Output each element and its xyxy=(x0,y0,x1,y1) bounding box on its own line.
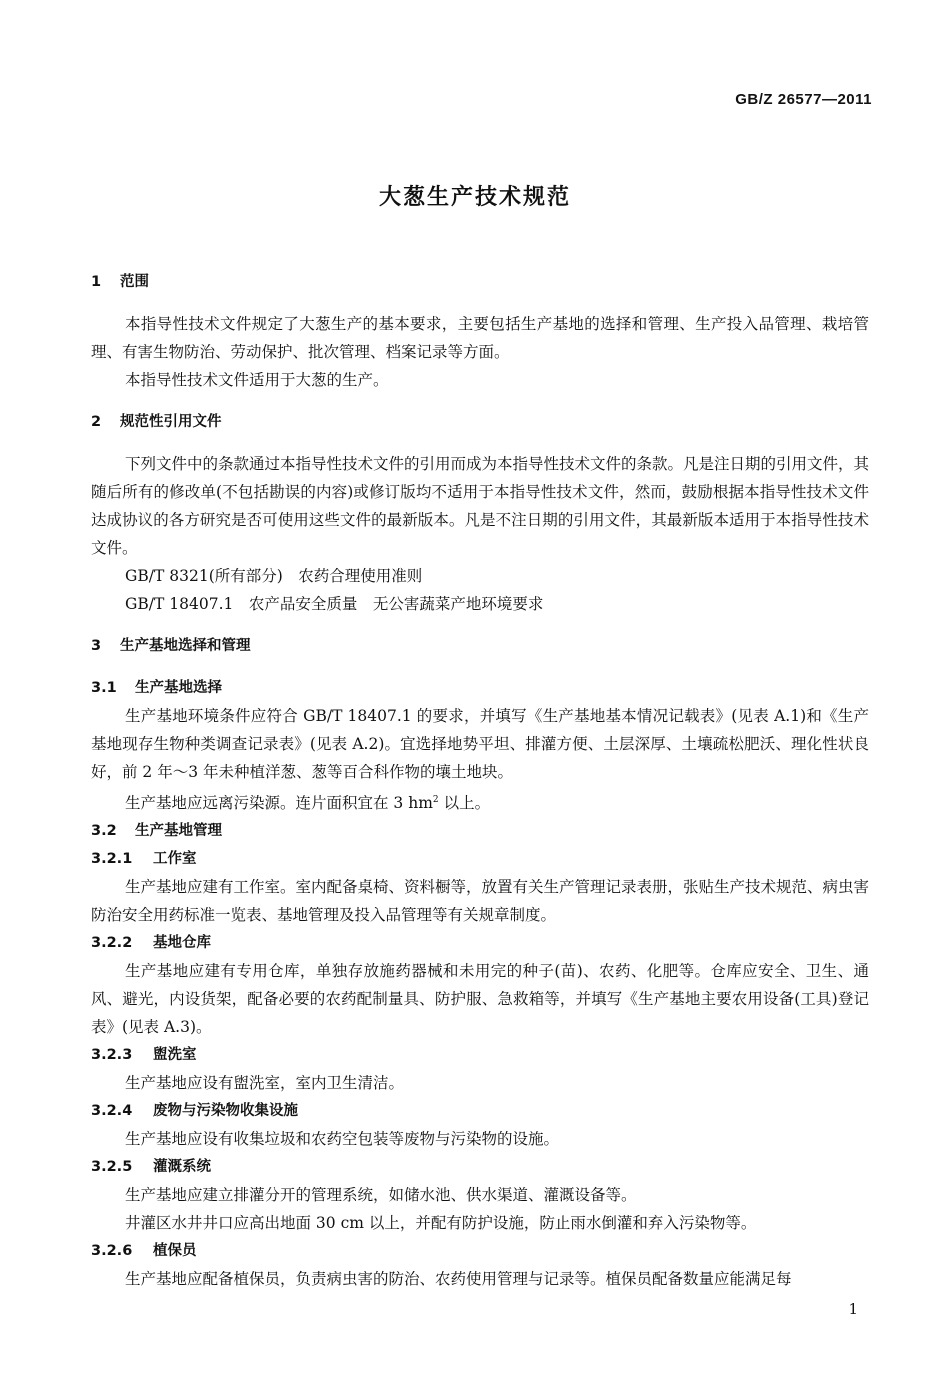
paragraph: 生产基地应建有工作室。室内配备桌椅、资料橱等，放置有关生产管理记录表册，张贴生产技术规范、病虫害防治安全用药标准一览表、基地管理及投入品管理等有关规章制度。 xyxy=(91,878,870,924)
section-heading-3-2-2 xyxy=(91,929,869,957)
paragraph: 生产基地应设有盥洗室，室内卫生清洁。 xyxy=(125,1074,405,1092)
section-title: 灌溉系统 xyxy=(153,1159,211,1175)
section-number: 2 xyxy=(91,414,102,430)
section-title: 生产基地选择和管理 xyxy=(120,638,251,654)
section-heading-3-1 xyxy=(91,674,869,702)
reference-item: GB/T 8321(所有部分) 农药合理使用准则 xyxy=(125,567,423,585)
section-number: 3.2 xyxy=(91,823,117,839)
paragraph: 生产基地应建立排灌分开的管理系统，如储水池、供水渠道、灌溉设备等。 xyxy=(125,1186,637,1204)
section-heading-3-2-5 xyxy=(91,1153,869,1181)
standard-number: GB/Z 26577—2011 xyxy=(735,91,872,108)
paragraph: 井灌区水井井口应高出地面 30 cm 以上，并配有防护设施，防止雨水倒灌和弃入污染物等。 xyxy=(125,1214,757,1232)
page-number: 1 xyxy=(848,1300,858,1318)
section-heading-3 xyxy=(91,632,869,660)
section-number: 3.2.4 xyxy=(91,1103,133,1119)
section-number: 3.2.6 xyxy=(91,1243,133,1259)
section-heading-2 xyxy=(91,408,869,436)
section-number: 3.1 xyxy=(91,680,117,696)
section-title: 生产基地选择 xyxy=(135,680,222,696)
section-title: 盥洗室 xyxy=(153,1047,197,1063)
paragraph: 生产基地应配备植保员，负责病虫害的防治、农药使用管理与记录等。植保员配备数量应能满足每 xyxy=(125,1270,792,1288)
section-title: 工作室 xyxy=(153,851,197,867)
section-number: 3.2.5 xyxy=(91,1159,133,1175)
paragraph: 生产基地环境条件应符合 GB/T 18407.1 的要求，并填写《生产基地基本情况记载表》(见表 A.1)和《生产基地现存生物种类调查记录表》(见表 A.2)。宜选择地势平坦、排灌方便、土层深厚、土壤疏松肥沃、理化性状良好，前 2 年～3 年未种植洋葱、葱等百合科作物的壤土地块。 xyxy=(91,707,869,781)
section-number: 3.2.1 xyxy=(91,851,133,867)
paragraph: 生产基地应设有收集垃圾和农药空包装等废物与污染物的设施。 xyxy=(125,1130,560,1148)
paragraph: 本指导性技术文件规定了大葱生产的基本要求，主要包括生产基地的选择和管理、生产投入品管理、栽培管理、有害生物防治、劳动保护、批次管理、档案记录等方面。 xyxy=(91,315,869,361)
section-number: 1 xyxy=(91,274,102,290)
section-title: 规范性引用文件 xyxy=(120,414,222,430)
document-body xyxy=(91,268,869,1293)
paragraph: 下列文件中的条款通过本指导性技术文件的引用而成为本指导性技术文件的条款。凡是注日期的引用文件，其随后所有的修改单(不包括勘误的内容)或修订版均不适用于本指导性技术文件，然而，鼓励根据本指导性技术文件达成协议的各方研究是否可使用这些文件的最新版本。凡是不注日期的引用文件，其最新版本适用于本指导性技术文件。 xyxy=(91,455,870,557)
section-heading-3-2-3 xyxy=(91,1041,869,1069)
section-heading-3-2 xyxy=(91,817,869,845)
section-title: 基地仓库 xyxy=(153,935,211,951)
section-title: 生产基地管理 xyxy=(135,823,222,839)
reference-item: GB/T 18407.1 农产品安全质量 无公害蔬菜产地环境要求 xyxy=(125,595,544,613)
section-title: 废物与污染物收集设施 xyxy=(153,1103,298,1119)
section-heading-3-2-1 xyxy=(91,845,869,873)
section-number: 3.2.3 xyxy=(91,1047,133,1063)
paragraph: 生产基地应建有专用仓库，单独存放施药器械和未用完的种子(苗)、农药、化肥等。仓库应安全、卫生、通风、避光，内设货架，配备必要的农药配制量具、防护服、急救箱等，并填写《生产基地主要农用设备(工具)登记表》(见表 A.3)。 xyxy=(91,962,869,1036)
section-number: 3 xyxy=(91,638,102,654)
section-heading-1 xyxy=(91,268,869,296)
section-heading-3-2-6 xyxy=(91,1237,869,1265)
section-number: 3.2.2 xyxy=(91,935,133,951)
section-heading-3-2-4 xyxy=(91,1097,869,1125)
paragraph: 生产基地应远离污染源。连片面积宜在 3 $hm^2$ 以上。 xyxy=(125,794,491,812)
section-title: 范围 xyxy=(120,274,149,290)
paragraph: 本指导性技术文件适用于大葱的生产。 xyxy=(125,371,389,389)
section-title: 植保员 xyxy=(153,1243,197,1259)
document-title: 大葱生产技术规范 xyxy=(378,185,571,210)
